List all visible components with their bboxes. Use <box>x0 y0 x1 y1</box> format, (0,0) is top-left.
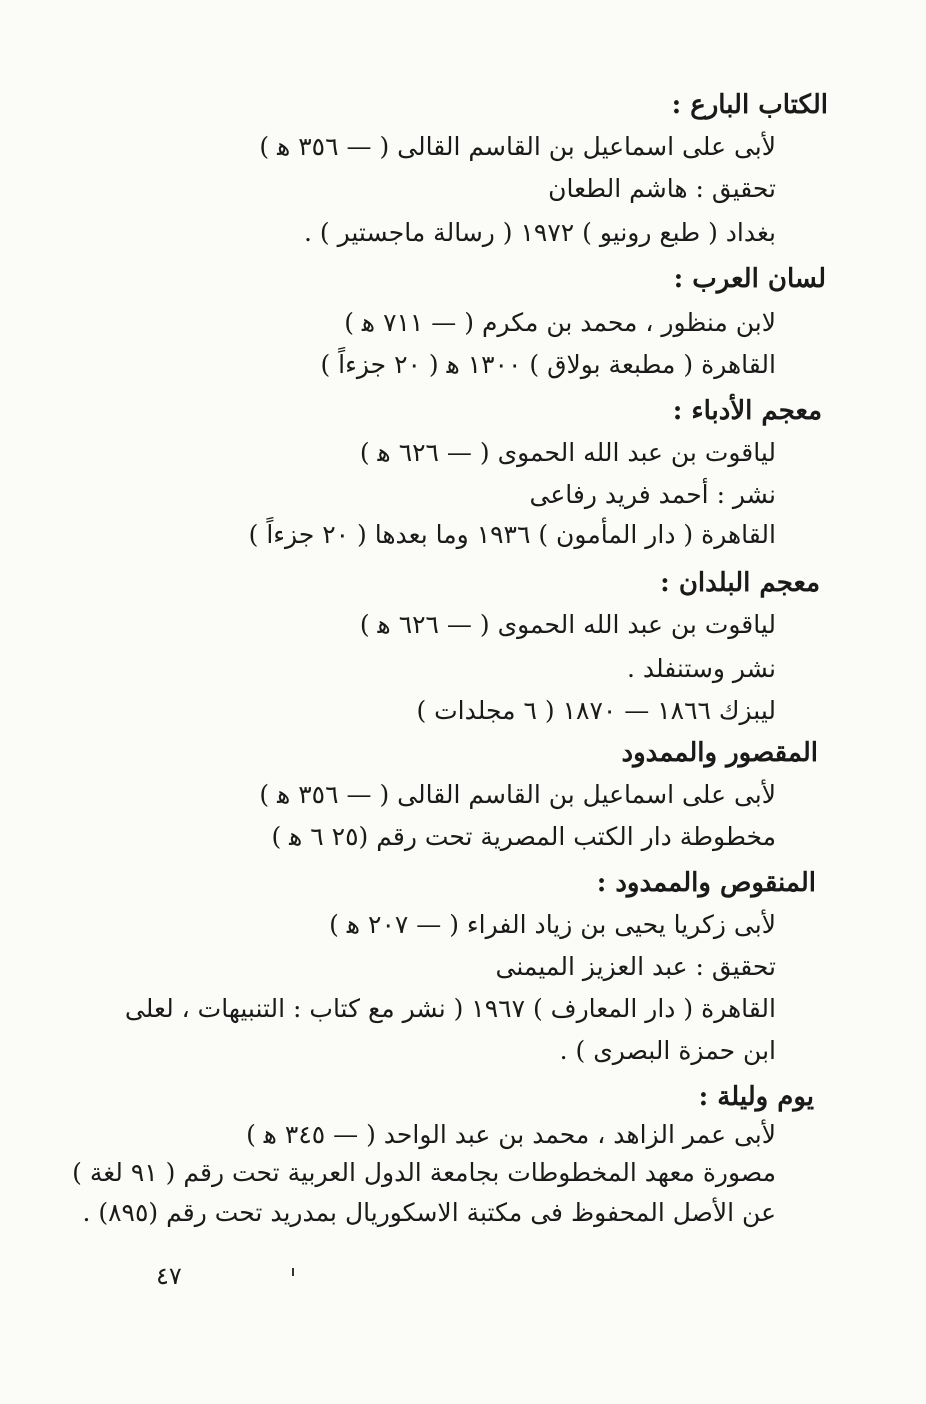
section-heading-al-maqsur: المقصور والممدود <box>621 738 818 768</box>
section-heading-mujam-al-buldan: معجم البلدان : <box>660 568 820 598</box>
entry-line: لابن منظور ، محمد بن مكرم ( — ٧١١ ﻫ ) <box>344 308 776 337</box>
entry-line: تحقيق : عبد العزيز الميمنى <box>495 952 776 981</box>
entry-line: ليبزك ١٨٦٦ — ١٨٧٠ ( ٦ مجلدات ) <box>416 696 776 725</box>
entry-line: لأبى عمر الزاهد ، محمد بن عبد الواحد ( — ٣٤٥ ﻫ ) <box>246 1120 776 1149</box>
entry-line: لأبى زكريا يحيى بن زياد الفراء ( — ٢٠٧ ﻫ ) <box>329 910 776 939</box>
entry-line: عن الأصل المحفوظ فى مكتبة الاسكوريال بمدريد تحت رقم (٨٩٥) . <box>82 1198 776 1227</box>
entry-line: نشر وستنفلد . <box>626 654 776 683</box>
entry-line: لأبى على اسماعيل بن القاسم القالى ( — ٣٥٦ ﻫ ) <box>259 132 776 161</box>
entry-line: القاهرة ( دار المعارف ) ١٩٦٧ ( نشر مع كتاب : التنبيهات ، لعلى <box>124 994 776 1023</box>
entry-line: ابن حمزة البصرى ) . <box>559 1036 776 1065</box>
section-heading-lisan-al-arab: لسان العرب : <box>673 264 826 294</box>
page-number: ٤٧ <box>156 1262 182 1290</box>
entry-line: لأبى على اسماعيل بن القاسم القالى ( — ٣٥٦ ﻫ ) <box>259 780 776 809</box>
entry-line: لياقوت بن عبد الله الحموى ( — ٦٢٦ ﻫ ) <box>359 438 776 467</box>
entry-line: نشر : أحمد فريد رفاعى <box>529 480 776 509</box>
entry-line: تحقيق : هاشم الطعان <box>548 174 776 203</box>
section-heading-yawm-wa-layla: يوم وليلة : <box>698 1082 814 1112</box>
section-heading-al-bari: الكتاب البارع : <box>671 90 828 120</box>
section-heading-al-manqus: المنقوص والممدود : <box>596 868 816 898</box>
entry-line: لياقوت بن عبد الله الحموى ( — ٦٢٦ ﻫ ) <box>359 610 776 639</box>
entry-line: مصورة معهد المخطوطات بجامعة الدول العربية تحت رقم ( ٩١ لغة ) <box>72 1158 776 1187</box>
entry-line: القاهرة ( دار المأمون ) ١٩٣٦ وما بعدها ( ٢٠ جزءاً ) <box>248 520 776 549</box>
entry-line: القاهرة ( مطبعة بولاق ) ١٣٠٠ ﻫ ( ٢٠ جزءاً ) <box>320 350 776 379</box>
print-speck <box>292 1268 294 1276</box>
entry-line: مخطوطة دار الكتب المصرية تحت رقم (٢٥ ٦ ﻫ ) <box>271 822 776 851</box>
section-heading-mujam-al-udaba: معجم الأدباء : <box>672 396 822 426</box>
entry-line: بغداد ( طبع رونيو ) ١٩٧٢ ( رسالة ماجستير ) . <box>304 218 776 247</box>
